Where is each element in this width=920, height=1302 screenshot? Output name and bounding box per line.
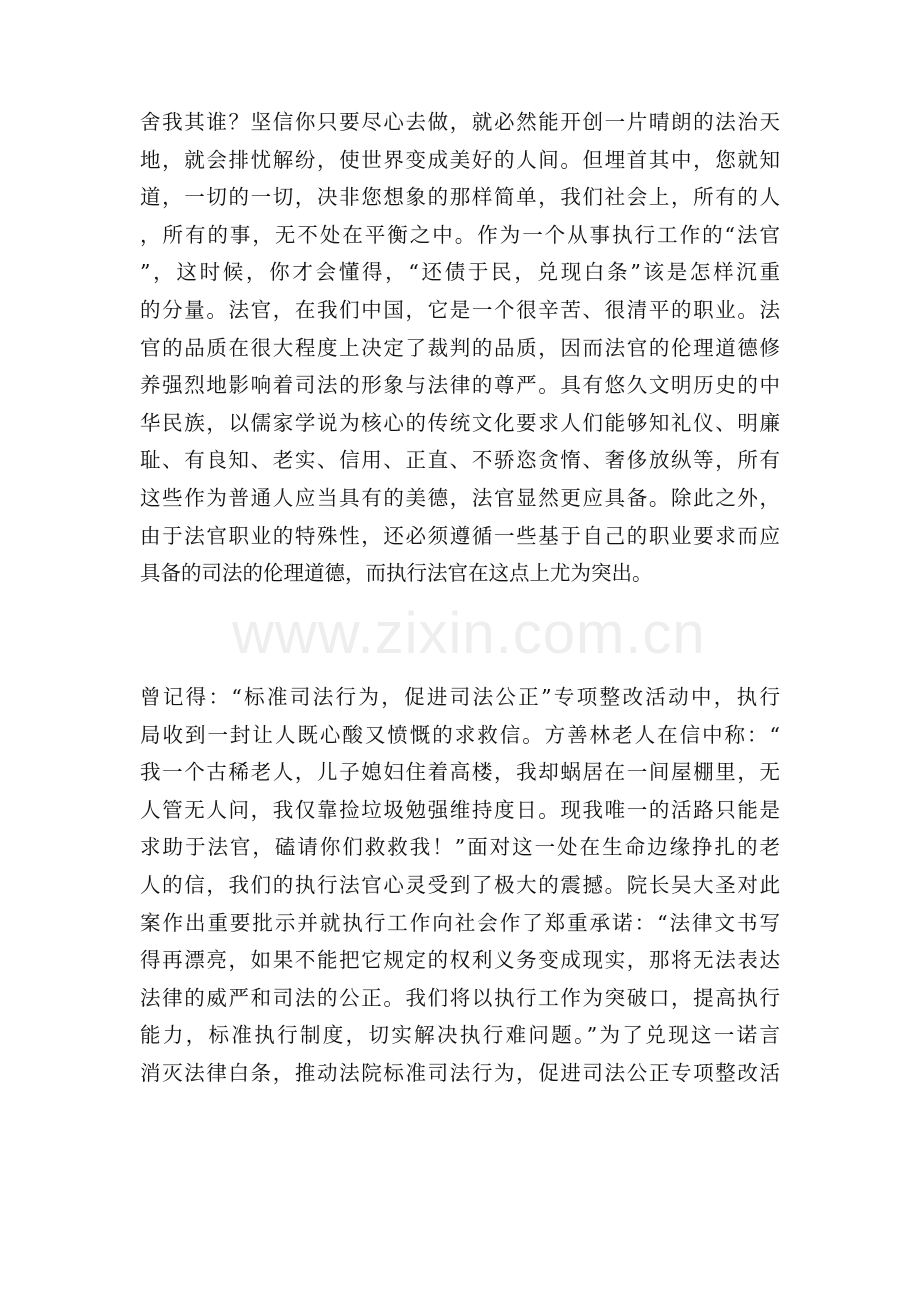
text-line: 法律的威严和司法的公正。我们将以执行工作为突破口，提高执行 [140, 985, 780, 1010]
watermark: www.zixin.com.cn [232, 601, 706, 666]
paragraph-2 [140, 679, 780, 1093]
text-line: ，所有的事，无不处在平衡之中。作为一个从事执行工作的“法官 [140, 222, 780, 247]
text-line: 求助于法官，磕请你们救救我！”面对这一处在生命边缘挣扎的老 [140, 835, 780, 860]
text-line: 养强烈地影响着司法的形象与法律的尊严。具有悠久文明历史的中 [140, 373, 780, 398]
text-line: 得再漂亮，如果不能把它规定的权利义务变成现实，那将无法表达 [140, 948, 780, 973]
text-line: 由于法官职业的特殊性，还必须遵循一些基于自己的职业要求而应 [140, 523, 780, 548]
text-line: 华民族，以儒家学说为核心的传统文化要求人们能够知礼仪、明廉 [140, 410, 780, 435]
text-line-last: 具备的司法的伦理道德，而执行法官在这点上尤为突出。 [140, 561, 653, 586]
text-line: 人管无人问，我仅靠捡垃圾勉强维持度日。现我唯一的活路只能是 [140, 797, 780, 822]
paragraph-1 [140, 104, 780, 593]
text-line: 我一个古稀老人，儿子媳妇住着高楼，我却蜗居在一间屋棚里，无 [140, 760, 780, 785]
text-line: 道，一切的一切，决非您想象的那样简单，我们社会上，所有的人 [140, 185, 780, 210]
text-line: 地，就会排忧解纷，使世界变成美好的人间。但埋首其中，您就知 [140, 147, 780, 172]
text-line: 曾记得：“标准司法行为，促进司法公正”专项整改活动中，执行 [140, 685, 780, 709]
text-line: 舍我其谁？坚信你只要尽心去做，就必然能开创一片晴朗的法治天 [140, 110, 780, 134]
text-line: 这些作为普通人应当具有的美德，法官显然更应具备。除此之外， [140, 485, 780, 510]
text-line: ”，这时候，你才会懂得，“还债于民，兑现白条”该是怎样沉重 [140, 260, 780, 285]
text-line: 局收到一封让人既心酸又愤慨的求救信。方善林老人在信中称：“ [140, 722, 780, 747]
text-line: 能力，标准执行制度，切实解决执行难问题。”为了兑现这一诺言 [140, 1023, 780, 1048]
text-line: 官的品质在很大程度上决定了裁判的品质，因而法官的伦理道德修 [140, 335, 780, 360]
text-line: 案作出重要批示并就执行工作向社会作了郑重承诺：“法律文书写 [140, 910, 780, 935]
text-line: 人的信，我们的执行法官心灵受到了极大的震撼。院长吴大圣对此 [140, 872, 780, 897]
text-line: 的分量。法官，在我们中国，它是一个很辛苦、很清平的职业。法 [140, 297, 780, 322]
text-line: 耻、有良知、老实、信用、正直、不骄恣贪惰、奢侈放纵等，所有 [140, 448, 780, 473]
text-line: 消灭法律白条，推动法院标准司法行为，促进司法公正专项整改活 [140, 1060, 780, 1085]
